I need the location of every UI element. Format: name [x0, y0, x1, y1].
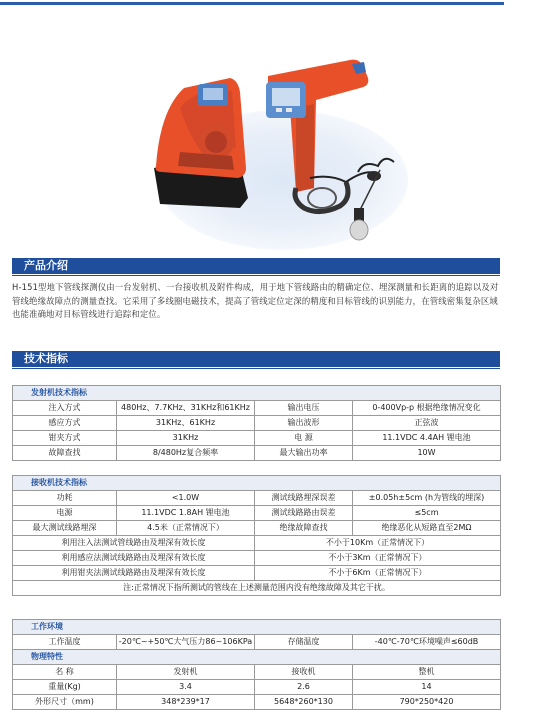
table-row	[13, 416, 501, 431]
table-cell: 电源	[13, 506, 117, 521]
table-row	[13, 695, 501, 710]
table-cell: 重量(Kg)	[13, 680, 117, 695]
section-title: 产品介绍	[24, 259, 68, 272]
table-cell: 5648*260*130	[255, 695, 353, 710]
environment-title: 工作环境	[13, 620, 501, 635]
table-cell: 利用注入法测试管线路由及埋深有效长度	[13, 536, 255, 551]
table-row	[13, 521, 501, 536]
table-row	[13, 506, 501, 521]
table-header-row	[13, 665, 501, 680]
table-row	[13, 635, 501, 650]
table-cell: 31KHz	[117, 431, 255, 446]
table-spacer	[13, 461, 501, 476]
table-cell: 0-400Vp-p 根据绝缘情况变化	[353, 401, 501, 416]
table-cell: 11.1VDC 1.8AH 锂电池	[117, 506, 255, 521]
table-cell: 功耗	[13, 491, 117, 506]
table-cell: 注入方式	[13, 401, 117, 416]
divider	[12, 368, 500, 369]
table-cell: 8/480Hz复合频率	[117, 446, 255, 461]
section-header-specs	[12, 351, 500, 367]
table-header-cell: 接收机	[255, 665, 353, 680]
spacer	[13, 461, 501, 476]
table-cell: 测试线路埋深误差	[255, 491, 353, 506]
table-row	[13, 581, 501, 596]
table-cell: 利用感应法测试线路路由及埋深有效长度	[13, 551, 255, 566]
product-image	[120, 48, 420, 248]
table-row	[13, 491, 501, 506]
table-cell: 10W	[353, 446, 501, 461]
physical-title: 物理特性	[13, 650, 501, 665]
table-cell: 外形尺寸（mm)	[13, 695, 117, 710]
table-cell: 测试线路路由误差	[255, 506, 353, 521]
transmitter-title: 发射机技术指标	[13, 386, 501, 401]
table-cell: 绝缘恶化从短路直至2MΩ	[353, 521, 501, 536]
intro-paragraph: H-151型地下管线探测仪由一台发射机、一台接收机及附件构成，用于地下管线路由的精确定位、埋深测量和长距离的追踪以及对管线绝缘故障点的测量查找。它采用了多线圈电磁技术，提高了管线定位定深的精度和目标管线的识别能力，在管线密集复杂区域也能准确地对目标管线进行追踪和定位。	[12, 282, 499, 319]
table-cell: 存储温度	[255, 635, 353, 650]
top-rule	[0, 2, 504, 5]
table-cell: 绝缘故障查找	[255, 521, 353, 536]
section-header-intro	[12, 258, 500, 274]
table-cell: 31KHz、61KHz	[117, 416, 255, 431]
table-cell: 不小于3Km（正常情况下）	[255, 551, 501, 566]
table-group-header	[13, 620, 501, 635]
table-cell: -40℃-70℃环境噪声≤60dB	[353, 635, 501, 650]
table-cell: ±0.05h±5cm (h为管线的埋深)	[353, 491, 501, 506]
table-cell: 348*239*17	[117, 695, 255, 710]
table-cell: 故障查找	[13, 446, 117, 461]
table-cell: 最大输出功率	[255, 446, 353, 461]
table-group-header	[13, 650, 501, 665]
table-cell: 不小于6Km（正常情况下）	[255, 566, 501, 581]
table-cell: ≤5cm	[353, 506, 501, 521]
table-cell: 790*250*420	[353, 695, 501, 710]
table-cell: 480Hz、7.7KHz、31KHz和61KHz	[117, 401, 255, 416]
table-header-cell: 名 称	[13, 665, 117, 680]
table-cell: 14	[353, 680, 501, 695]
table-cell: 3.4	[117, 680, 255, 695]
table-cell: 不小于10Km（正常情况下）	[255, 536, 501, 551]
table-row	[13, 680, 501, 695]
table-cell: 11.1VDC 4.4AH 锂电池	[353, 431, 501, 446]
table-row	[13, 431, 501, 446]
table-cell: 正弦波	[353, 416, 501, 431]
table-header-cell: 整机	[353, 665, 501, 680]
table-header-cell: 发射机	[117, 665, 255, 680]
table-cell: 工作温度	[13, 635, 117, 650]
table-row	[13, 551, 501, 566]
table-row	[13, 536, 501, 551]
table-cell: 电 源	[255, 431, 353, 446]
table-cell: 钳夹方式	[13, 431, 117, 446]
probe-icon	[350, 170, 380, 240]
table-cell: 输出电压	[255, 401, 353, 416]
table-group-header	[13, 386, 501, 401]
table-cell: 4.5米（正常情况下）	[117, 521, 255, 536]
divider	[12, 275, 500, 276]
table-cell: 最大测试线路埋深	[13, 521, 117, 536]
table-cell: 2.6	[255, 680, 353, 695]
table-cell: 感应方式	[13, 416, 117, 431]
spec-table-environment-physical	[12, 619, 501, 710]
receiver-title: 接收机技术指标	[13, 476, 501, 491]
transmitter-icon	[154, 78, 248, 208]
table-cell: <1.0W	[117, 491, 255, 506]
receiver-icon	[266, 60, 368, 192]
table-row	[13, 446, 501, 461]
table-row	[13, 566, 501, 581]
spec-table-transmitter-receiver	[12, 385, 501, 596]
table-cell: 输出波形	[255, 416, 353, 431]
table-note: 注:正常情况下指所测试的管线在上述测量范围内没有绝缘故障及其它干扰。	[13, 581, 501, 596]
detector-illustration	[120, 48, 420, 248]
table-row	[13, 401, 501, 416]
section-title: 技术指标	[24, 352, 68, 365]
table-cell: -20℃~+50℃大气压力86~106KPa	[117, 635, 255, 650]
table-group-header	[13, 476, 501, 491]
table-cell: 利用钳夹法测试线路路由及埋深有效长度	[13, 566, 255, 581]
